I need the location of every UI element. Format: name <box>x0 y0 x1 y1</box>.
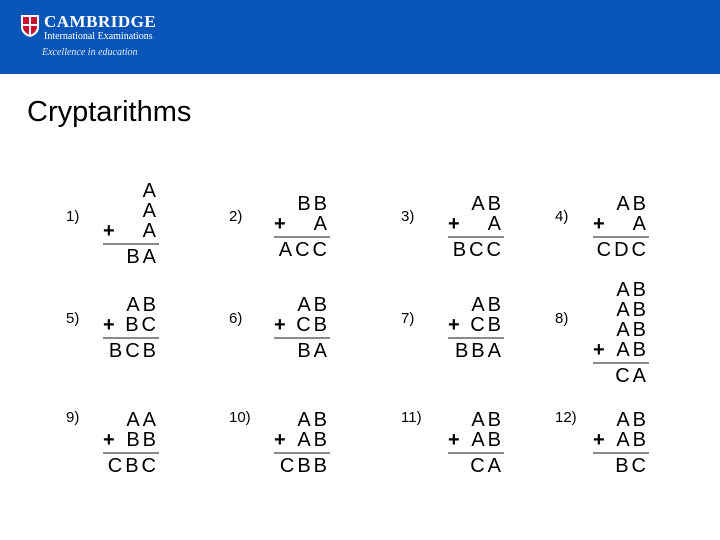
cryptarithm-puzzle <box>103 295 159 361</box>
addend-term: AB <box>297 294 330 316</box>
addend-row <box>103 201 159 221</box>
sum-line <box>274 452 330 454</box>
puzzle-number: 12) <box>555 409 577 426</box>
sum-row <box>448 240 504 260</box>
cryptarithm-puzzle <box>274 410 330 476</box>
addend-term: BC <box>125 314 159 336</box>
plus-sign: + <box>103 220 115 242</box>
sum-row <box>274 341 330 361</box>
sum-line <box>593 362 649 364</box>
sum-line <box>103 452 159 454</box>
addend-term: AB <box>616 319 649 341</box>
addend-row <box>593 320 649 340</box>
sum-line <box>274 337 330 339</box>
sum-term: BBA <box>454 340 504 362</box>
puzzle-number: 11) <box>401 409 422 426</box>
sum-term: CBC <box>107 455 159 477</box>
sum-line <box>103 243 159 245</box>
addend-row <box>274 430 330 450</box>
addend-term: AB <box>471 409 504 431</box>
sum-term: CA <box>470 455 504 477</box>
sum-row <box>448 456 504 476</box>
sum-term: CA <box>615 365 649 387</box>
puzzle-number: 4) <box>555 208 569 225</box>
plus-sign: + <box>448 213 460 235</box>
addend-row <box>448 214 504 234</box>
sum-row <box>593 366 649 386</box>
plus-sign: + <box>593 339 605 361</box>
cryptarithm-puzzle <box>448 194 504 260</box>
addend-term: AB <box>471 294 504 316</box>
puzzle-number: 2) <box>229 208 243 225</box>
addend-row <box>593 340 649 360</box>
addend-row <box>593 280 649 300</box>
addend-term: A <box>142 200 159 222</box>
plus-sign: + <box>274 213 286 235</box>
plus-sign: + <box>274 429 286 451</box>
cryptarithm-puzzle <box>593 410 649 476</box>
sum-term: CBB <box>279 455 330 477</box>
addend-term: BB <box>297 193 330 215</box>
addend-row <box>103 181 159 201</box>
addend-term: AB <box>471 193 504 215</box>
brand-subtitle: International Examinations <box>44 31 153 42</box>
plus-sign: + <box>103 429 115 451</box>
puzzle-number: 1) <box>66 208 80 225</box>
sum-line <box>593 236 649 238</box>
addend-term: AB <box>471 429 504 451</box>
addend-row <box>593 214 649 234</box>
sum-row <box>103 247 159 267</box>
page-title: Cryptarithms <box>27 96 192 128</box>
cryptarithm-puzzle <box>593 280 649 386</box>
plus-sign: + <box>274 314 286 336</box>
sum-line <box>593 452 649 454</box>
header-banner <box>0 0 720 74</box>
puzzle-number: 9) <box>66 409 80 426</box>
plus-sign: + <box>593 429 605 451</box>
addend-row <box>448 430 504 450</box>
plus-sign: + <box>448 429 460 451</box>
addend-term: AB <box>297 409 330 431</box>
addend-row <box>448 194 504 214</box>
addend-row <box>103 315 159 335</box>
addend-term: A <box>313 213 330 235</box>
addend-term: CB <box>296 314 330 336</box>
puzzle-number: 6) <box>229 310 243 327</box>
addend-term: AB <box>616 299 649 321</box>
puzzle-number: 5) <box>66 310 80 327</box>
addend-term: AB <box>616 193 649 215</box>
puzzle-number: 10) <box>229 409 251 426</box>
addend-row <box>274 410 330 430</box>
addend-term: AB <box>126 294 159 316</box>
sum-term: BCC <box>452 239 504 261</box>
sum-line <box>448 337 504 339</box>
cryptarithm-puzzle <box>103 181 159 267</box>
sum-row <box>103 341 159 361</box>
addend-row <box>593 194 649 214</box>
brand-name: CAMBRIDGE <box>44 12 157 31</box>
addend-row <box>448 315 504 335</box>
addend-term: A <box>632 213 649 235</box>
puzzle-number: 3) <box>401 208 415 225</box>
cryptarithm-puzzle <box>448 295 504 361</box>
sum-row <box>103 456 159 476</box>
addend-term: A <box>487 213 504 235</box>
sum-line <box>103 337 159 339</box>
addend-row <box>448 295 504 315</box>
puzzle-number: 7) <box>401 310 415 327</box>
sum-term: BCB <box>108 340 159 362</box>
cryptarithm-puzzle <box>448 410 504 476</box>
cryptarithm-puzzle <box>274 194 330 260</box>
sum-row <box>274 456 330 476</box>
cryptarithm-puzzle <box>274 295 330 361</box>
cryptarithm-puzzle <box>103 410 159 476</box>
addend-row <box>593 410 649 430</box>
addend-row <box>593 430 649 450</box>
addend-row <box>274 194 330 214</box>
sum-row <box>593 456 649 476</box>
sum-line <box>448 236 504 238</box>
sum-term: BC <box>615 455 649 477</box>
plus-sign: + <box>448 314 460 336</box>
addend-row <box>103 295 159 315</box>
cambridge-shield-icon <box>20 14 40 38</box>
addend-term: AB <box>616 279 649 301</box>
addend-row <box>274 295 330 315</box>
addend-row <box>103 430 159 450</box>
sum-term: BA <box>126 246 159 268</box>
sum-row <box>448 341 504 361</box>
addend-row <box>103 221 159 241</box>
addend-term: A <box>142 180 159 202</box>
addend-term: BB <box>126 429 159 451</box>
brand-tagline: Excellence in education <box>42 47 138 58</box>
cryptarithm-puzzle <box>593 194 649 260</box>
addend-row <box>103 410 159 430</box>
sum-term: ACC <box>278 239 330 261</box>
sum-line <box>274 236 330 238</box>
addend-term: CB <box>470 314 504 336</box>
addend-term: A <box>142 220 159 242</box>
sum-line <box>448 452 504 454</box>
sum-term: BA <box>297 340 330 362</box>
plus-sign: + <box>103 314 115 336</box>
addend-row <box>448 410 504 430</box>
sum-row <box>593 240 649 260</box>
addend-term: AB <box>616 339 649 361</box>
puzzle-number: 8) <box>555 310 569 327</box>
cambridge-logo <box>18 12 168 64</box>
addend-term: AB <box>616 409 649 431</box>
addend-row <box>274 214 330 234</box>
addend-row <box>274 315 330 335</box>
addend-term: AB <box>297 429 330 451</box>
addend-term: AB <box>616 429 649 451</box>
addend-term: AA <box>126 409 159 431</box>
plus-sign: + <box>593 213 605 235</box>
addend-row <box>593 300 649 320</box>
sum-term: CDC <box>596 239 649 261</box>
sum-row <box>274 240 330 260</box>
